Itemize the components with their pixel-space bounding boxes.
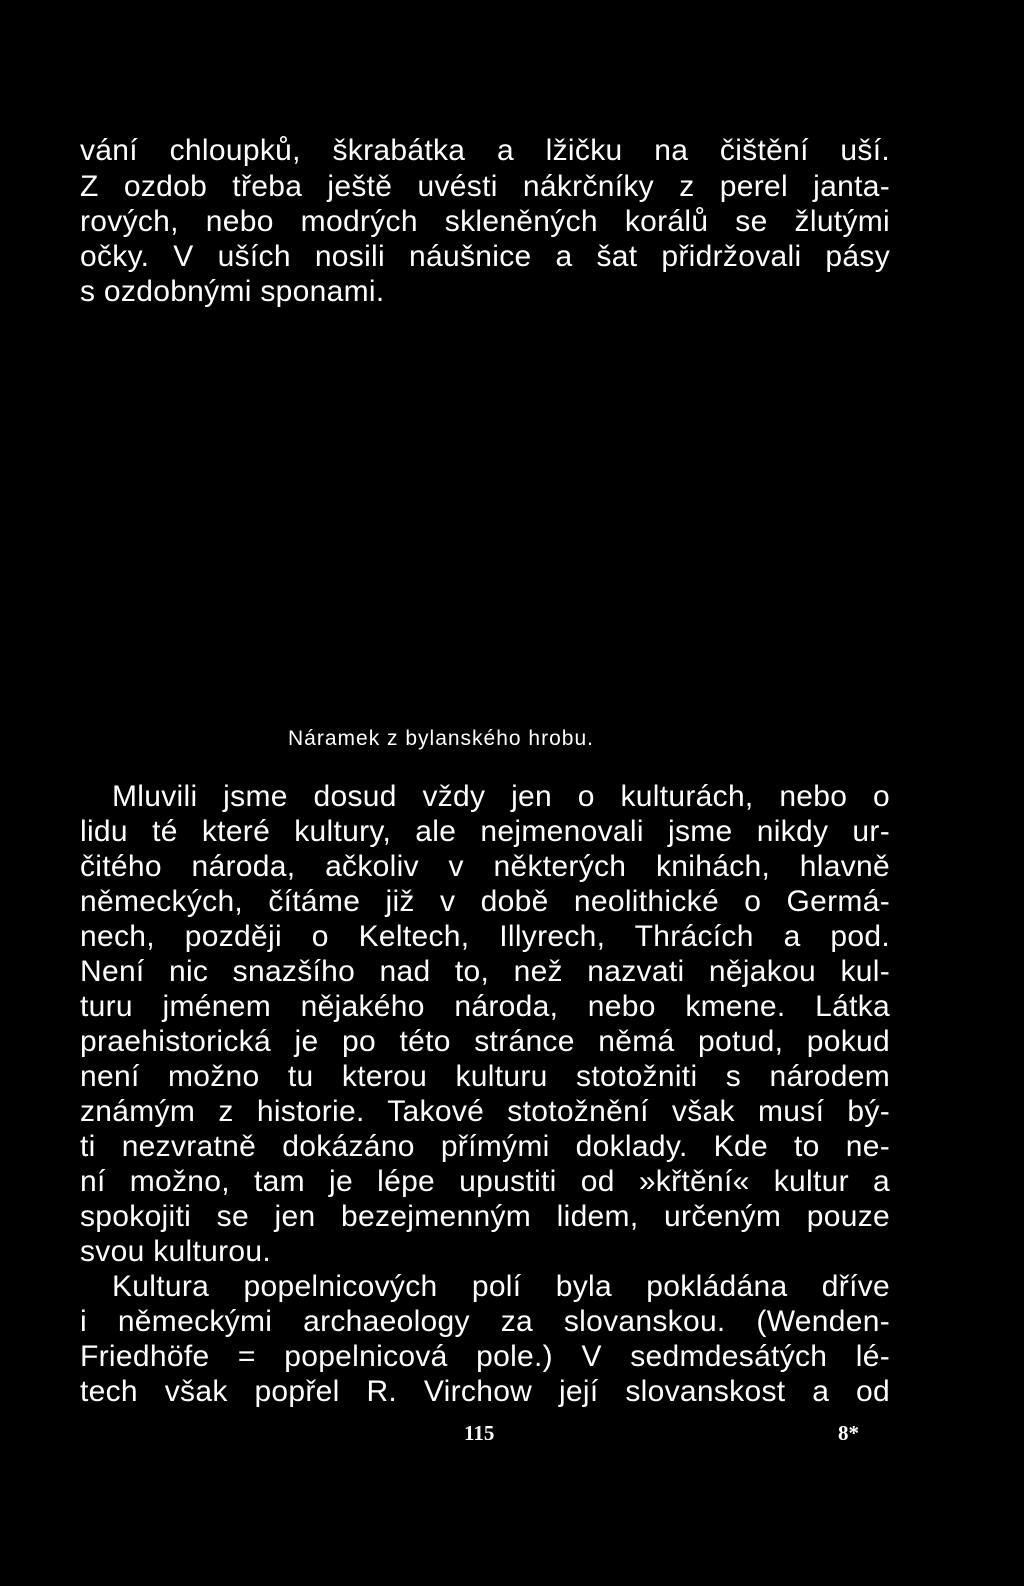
text-line: tech však popřel R. Virchow její slovanskost a od [80,1375,890,1408]
text-line: čitého národa, ačkoliv v některých knihách, hlavně [80,850,890,883]
text-line: ti nezvratně dokázáno přímými doklady. Kde to ne- [80,1130,890,1163]
text-line: očky. V uších nosili náušnice a šat přidržovali pásy [80,240,890,273]
text-line: nech, později o Keltech, Illyrech, Thrácích a pod. [80,920,890,953]
text-line: praehistorická je po této stránce němá potud, pokud [80,1025,890,1058]
text-line: Není nic snazšího nad to, než nazvati nějakou kul- [80,955,890,988]
text-line: spokojiti se jen bezejmenným lidem, určeným pouze [80,1200,890,1233]
text-line: i německými archaeology za slovanskou. (Wenden- [80,1305,890,1338]
text-line: svou kulturou. [80,1235,271,1268]
text-line: s ozdobnými sponami. [80,275,385,308]
figure-caption: Náramek z bylanského hrobu. [288,727,594,750]
text-line: vání chloupků, škrabátka a lžičku na čištění uší. [80,134,890,167]
text-line: Friedhöfe = popelnicová pole.) V sedmdesátých lé- [80,1340,890,1373]
text-line: turu jménem nějakého národa, nebo kmene. Látka [80,990,890,1023]
text-line: není možno tu kterou kulturu stotožniti s národem [80,1060,890,1093]
text-line: rových, nebo modrých skleněných korálů se žlutými [80,205,890,238]
text-line: lidu té které kultury, ale nejmenovali jsme nikdy ur- [80,815,890,848]
text-line: Z ozdob třeba ještě uvésti nákrčníky z perel janta- [80,170,890,203]
text-line: ní možno, tam je lépe upustiti od »křtění« kultur a [80,1165,890,1198]
page-number: 115 [464,1421,495,1445]
text-line: německých, čítáme již v době neolithické o Germá- [80,885,890,918]
text-line: Mluvili jsme dosud vždy jen o kulturách, nebo o [112,780,890,813]
text-line: Kultura popelnicových polí byla pokládána dříve [112,1270,890,1303]
signature-mark: 8* [838,1421,859,1445]
text-line: známým z historie. Takové stotožnění však musí bý- [80,1095,890,1128]
